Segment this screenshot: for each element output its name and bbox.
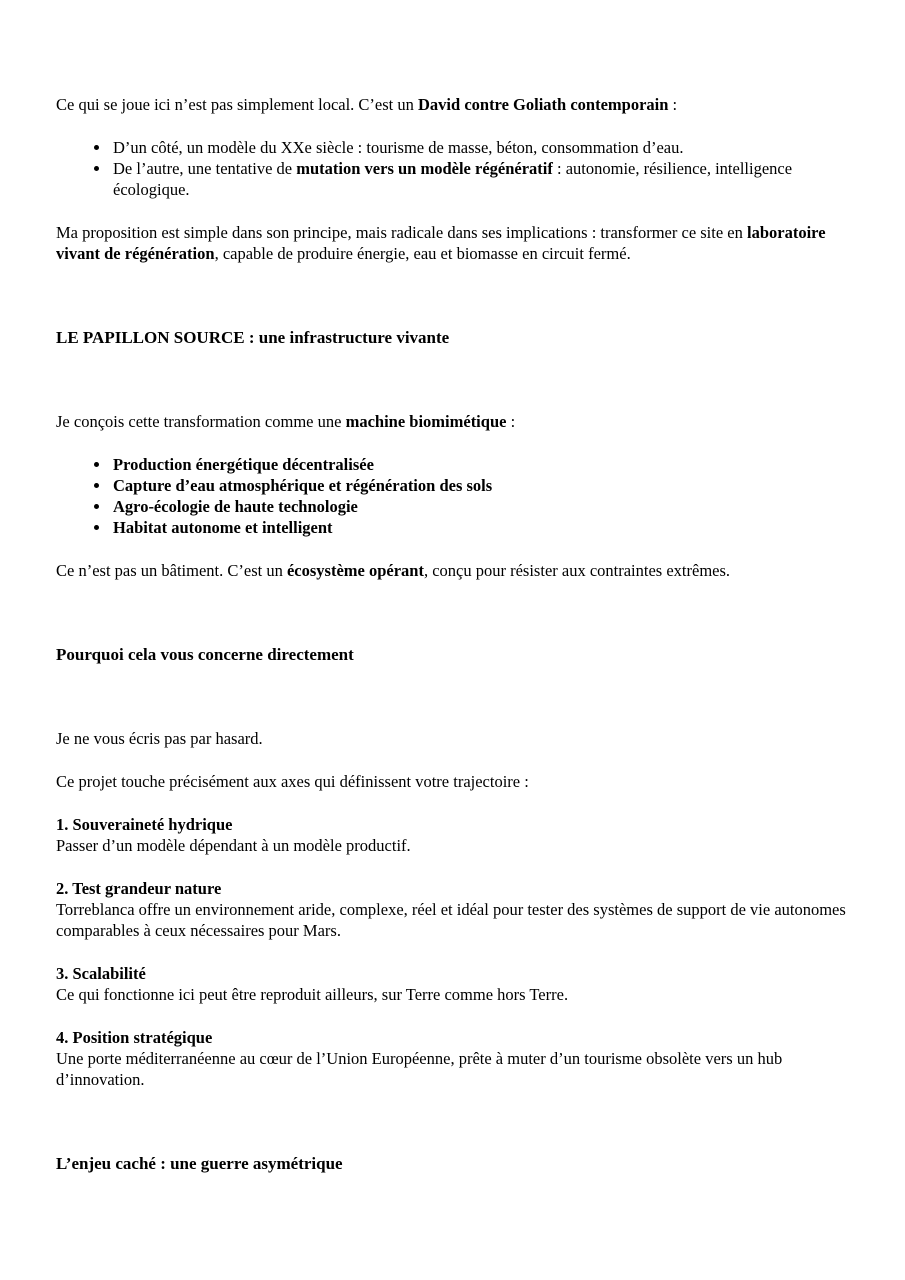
text-run: : (506, 412, 516, 431)
list-item (111, 137, 850, 158)
text-run: , capable de produire énergie, eau et biomasse en circuit fermé. (214, 244, 631, 263)
text-run: Ce qui fonctionne ici peut être reproduit ailleurs, sur Terre comme hors Terre. (56, 985, 569, 1004)
bold-text: Pourquoi cela vous concerne directement (56, 645, 354, 664)
list-item (111, 158, 850, 200)
bold-text: 4. Position stratégique (56, 1028, 213, 1047)
bold-text: machine biomimétique (345, 412, 507, 431)
bold-text: 1. Souveraineté hydrique (56, 815, 233, 834)
text-run: Je conçois cette transformation comme une (56, 412, 346, 431)
bold-text: Agro-écologie de haute technologie (113, 497, 358, 516)
bold-text: 3. Scalabilité (56, 964, 146, 983)
text-run: Une porte méditerranéenne au cœur de l’Union Européenne, prête à muter d’un tourisme obsolète vers un hub d’innovation. (56, 1049, 783, 1089)
text-run: : (668, 95, 678, 114)
text-run: De l’autre, une tentative de (113, 159, 297, 178)
text-run: Passer d’un modèle dépendant à un modèle productif. (56, 836, 411, 855)
bullet-list (56, 137, 850, 200)
text-run: D’un côté, un modèle du XXe siècle : tourisme de masse, béton, consommation d’eau. (113, 138, 684, 157)
list-item (111, 517, 850, 538)
paragraph (56, 94, 850, 115)
bullet-list (56, 454, 850, 538)
text-run: : autonomie, résilience, intelligence écologique. (113, 159, 793, 199)
bold-text: David contre Goliath contemporain (418, 95, 669, 114)
bold-text: Capture d’eau atmosphérique et régénération des sols (113, 476, 493, 495)
text-run: Ce projet touche précisément aux axes qui définissent votre trajectoire : (56, 772, 529, 791)
text-run: Ma proposition est simple dans son principe, mais radicale dans ses implications : transformer ce site en (56, 223, 748, 242)
bold-text: mutation vers un modèle régénératif (296, 159, 553, 178)
paragraph (56, 560, 850, 581)
bold-text: Habitat autonome et intelligent (113, 518, 333, 537)
bold-text: Production énergétique décentralisée (113, 455, 374, 474)
list-item (111, 475, 850, 496)
text-run: Ce qui se joue ici n’est pas simplement local. C’est un (56, 95, 419, 114)
paragraph (56, 728, 850, 749)
paragraph (56, 878, 850, 941)
section-heading (56, 644, 850, 665)
bold-text: laboratoire vivant de régénération (56, 223, 826, 263)
text-run: Torreblanca offre un environnement aride, complexe, réel et idéal pour tester des systèmes de support de vie autonomes comparables à ceux nécessaires pour Mars. (56, 900, 846, 940)
paragraph (56, 411, 850, 432)
document-content (56, 94, 850, 1174)
bold-text: écosystème opérant (286, 561, 424, 580)
list-item (111, 454, 850, 475)
section-heading (56, 1153, 850, 1174)
text-run: Ce n’est pas un bâtiment. C’est un (56, 561, 287, 580)
bold-text: L’enjeu caché : une guerre asymétrique (56, 1154, 343, 1173)
text-run: Je ne vous écris pas par hasard. (56, 729, 263, 748)
text-run: , conçu pour résister aux contraintes extrêmes. (423, 561, 731, 580)
bold-text: LE PAPILLON SOURCE : une infrastructure vivante (56, 328, 450, 347)
section-heading (56, 327, 850, 348)
paragraph (56, 1027, 850, 1090)
paragraph (56, 814, 850, 856)
paragraph (56, 963, 850, 1005)
bold-text: 2. Test grandeur nature (56, 879, 222, 898)
paragraph (56, 771, 850, 792)
paragraph (56, 222, 850, 264)
list-item (111, 496, 850, 517)
